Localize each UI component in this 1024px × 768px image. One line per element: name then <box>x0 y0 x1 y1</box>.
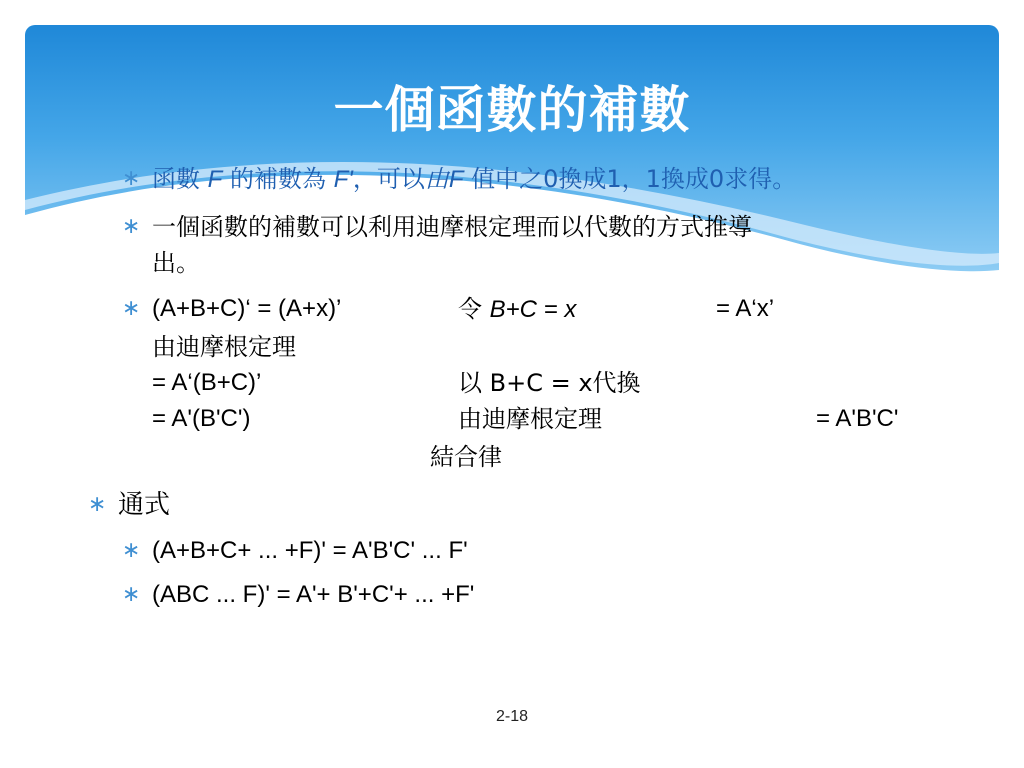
derivation-row-3-note: 以 B+C = x代換 <box>458 369 641 397</box>
bullet-1: ∗ <box>122 166 141 191</box>
bullet-2: ∗ <box>122 214 141 239</box>
math-span: B+C = x <box>489 296 577 323</box>
formula-sum-complement: (A+B+C+ ... +F)' = A'B'C' ... F' <box>152 537 468 564</box>
text-span: 函數 <box>152 165 208 193</box>
bullet-5: ∗ <box>122 538 141 563</box>
text-span: 令 <box>458 295 490 323</box>
derivation-row-2-note: 由迪摩根定理 <box>152 333 296 361</box>
text-span: 由 <box>424 165 449 193</box>
bullet-text-2-line2: 出。 <box>152 249 200 277</box>
derivation-row-1-expr: (A+B+C)‘ = (A+x)’ <box>152 295 342 322</box>
math-span: F' <box>333 166 353 193</box>
bullet-6: ∗ <box>122 582 141 607</box>
derivation-row-4-result: = A'B'C' <box>816 405 899 432</box>
derivation-row-1-note <box>458 294 576 325</box>
text-span: 的補數為 <box>222 165 334 193</box>
section-label-general-form: 通式 <box>118 490 171 520</box>
page-number: 2-18 <box>495 708 529 725</box>
bullet-text-1 <box>152 164 796 195</box>
text-span: ，可以 <box>352 165 425 193</box>
math-span: F <box>448 166 464 193</box>
derivation-row-1-result: = A‘x’ <box>716 295 775 322</box>
math-span: F <box>207 166 223 193</box>
bullet-3: ∗ <box>122 296 141 321</box>
text-span: 值中之0換成1，1換成0求得。 <box>463 165 797 193</box>
bullet-4: ∗ <box>88 492 107 517</box>
derivation-row-4-note: 由迪摩根定理 <box>458 405 602 433</box>
derivation-row-5-note: 結合律 <box>430 443 502 471</box>
slide-title: 一個函數的補數 <box>333 81 691 139</box>
bullet-text-2-line1: 一個函數的補數可以利用迪摩根定理而以代數的方式推導 <box>152 213 752 241</box>
formula-product-complement: (ABC ... F)' = A'+ B'+C'+ ... +F' <box>152 581 475 608</box>
derivation-row-4-expr: = A'(B'C') <box>152 405 251 432</box>
derivation-row-3-expr: = A‘(B+C)’ <box>152 369 262 396</box>
